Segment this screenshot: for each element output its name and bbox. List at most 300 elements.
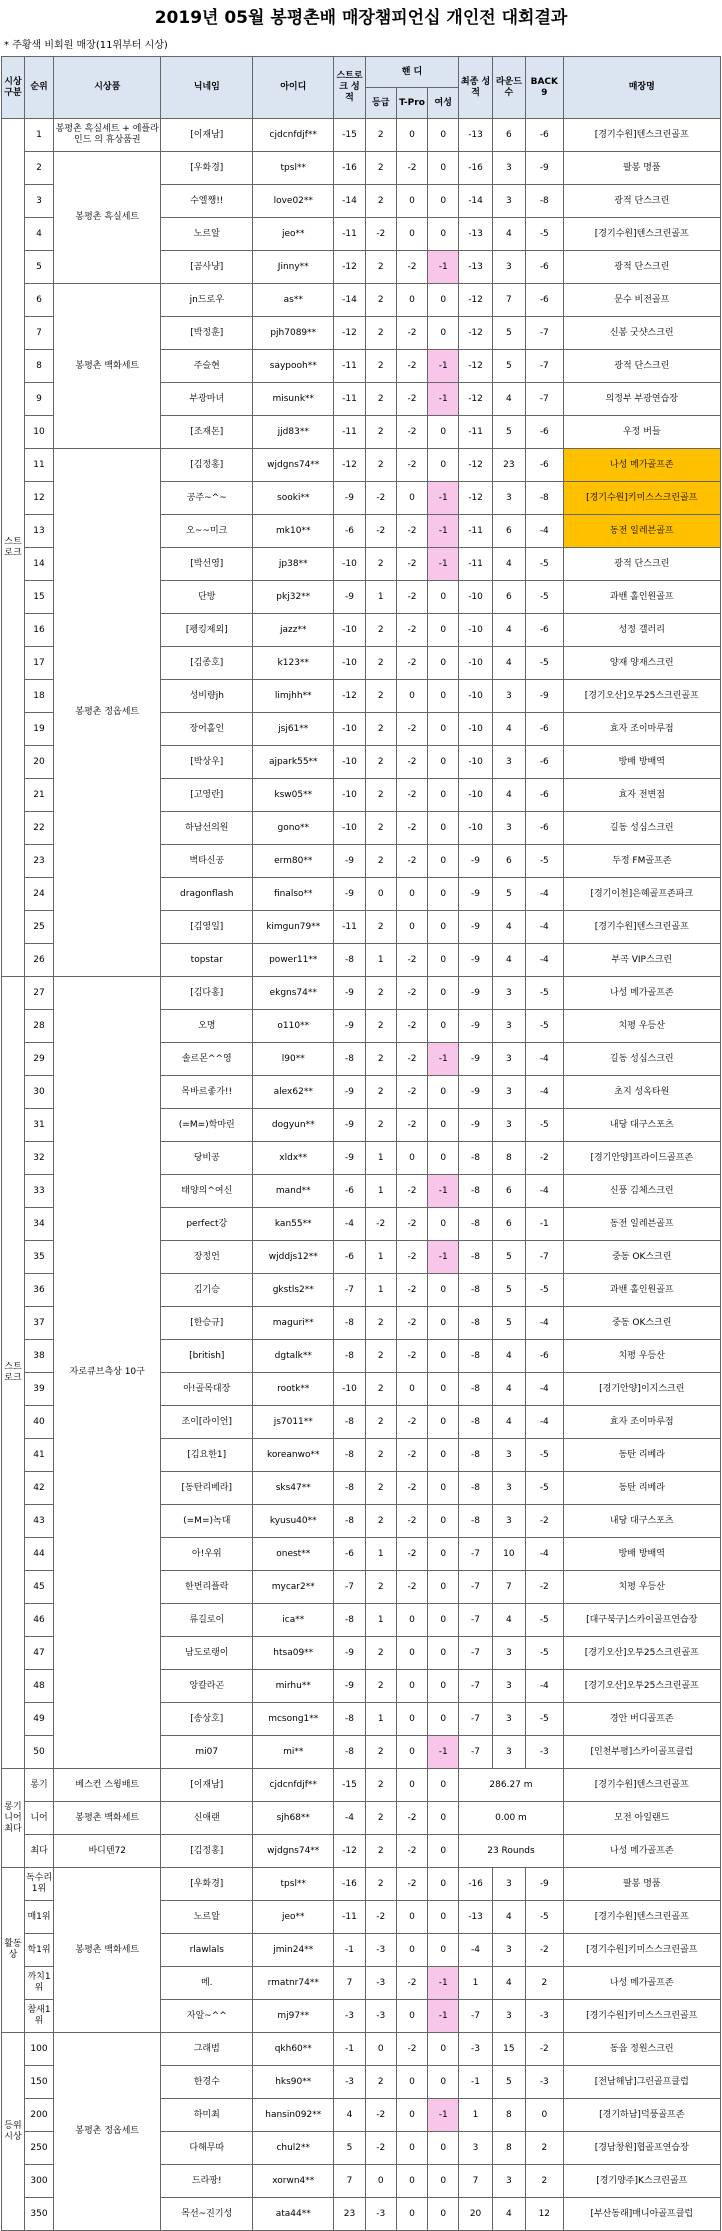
store-cell: 광적 단스크린 [563,548,720,581]
back9-cell: -6 [526,416,564,449]
stroke-cell: -9 [334,1109,365,1142]
stroke-cell: -10 [334,1373,365,1406]
grade-cell: -2 [365,515,396,548]
female-cell: 0 [428,680,459,713]
nickname-cell: [동탄리베라] [161,1472,253,1505]
store-cell: 동전 일레븐골프 [563,515,720,548]
activity-cat-cell: 참새1위 [24,2000,53,2033]
page-title: 2019년 05월 봉평촌배 매장챔피언십 개인전 대회결과 [154,8,568,28]
rank-cell: 10 [24,416,53,449]
grade-cell: -3 [365,1934,396,1967]
nickname-cell: perfect강 [161,1208,253,1241]
grade-cell: 2 [365,1043,396,1076]
final-cell: 1 [459,2099,492,2132]
nickname-cell: [김영일] [161,911,253,944]
final-cell: -11 [459,548,492,581]
grade-cell: 1 [365,944,396,977]
rank-cell: 18 [24,680,53,713]
nickname-cell: mi07 [161,1736,253,1769]
final-cell: -10 [459,779,492,812]
id-cell: saypooh** [253,350,334,383]
female-cell: -1 [428,2099,459,2132]
activity-cat-cell: 매1위 [24,1901,53,1934]
stroke-cell: -9 [334,1010,365,1043]
rounds-cell: 3 [492,812,525,845]
rank-cell: 49 [24,1703,53,1736]
tpro-cell: -2 [396,449,427,482]
id-cell: sjh68** [253,1802,334,1835]
grade-cell: 1 [365,1538,396,1571]
id-cell: ica** [253,1604,334,1637]
back9-cell: -1 [526,1208,564,1241]
prize-cell: 봉평촌 백화세트 [54,1802,161,1835]
female-cell: 0 [428,713,459,746]
id-cell: chul2** [253,2132,334,2165]
rounds-cell: 6 [492,1208,525,1241]
female-cell: 0 [428,1274,459,1307]
stroke-cell: -16 [334,1868,365,1901]
nickname-cell: dragonflash [161,878,253,911]
stroke-cell: -11 [334,911,365,944]
store-cell: 부곡 VIP스크린 [563,944,720,977]
nickname-cell: 김기승 [161,1274,253,1307]
rounds-cell: 3 [492,977,525,1010]
prize-cell: 봉평촌 백화세트 [54,1868,161,2033]
rounds-cell: 6 [492,845,525,878]
note: * 주황색 비회원 매장(11위부터 시상) [4,40,168,51]
grade-cell: 2 [365,1802,396,1835]
female-cell: 0 [428,119,459,152]
rank-cell: 36 [24,1274,53,1307]
final-cell: -8 [459,1175,492,1208]
store-cell: 동전 일레븐골프 [563,1208,720,1241]
grade-cell: 1 [365,1703,396,1736]
rank-cell: 21 [24,779,53,812]
grade-cell: 2 [365,845,396,878]
final-cell: 3 [459,2132,492,2165]
grade-cell: 2 [365,251,396,284]
special-cat-cell: 롱기 [24,1769,53,1802]
prize-cell: 봉평촌 정옵세트 [54,2033,161,2231]
rank-cell: 34 [24,1208,53,1241]
store-cell: [부산동래]매니아골프클럽 [563,2198,720,2231]
female-cell: 0 [428,812,459,845]
nickname-cell: 태양의^여신 [161,1175,253,1208]
tpro-cell: -2 [396,1175,427,1208]
tpro-cell: -2 [396,1439,427,1472]
tpro-cell: -2 [396,1076,427,1109]
back9-cell: -5 [526,1901,564,1934]
nickname-cell: 노르알 [161,1901,253,1934]
nickname-cell: [곰사냥] [161,251,253,284]
stroke-cell: -9 [334,581,365,614]
store-cell: 동탄 리베라 [563,1472,720,1505]
back9-cell: -5 [526,977,564,1010]
grade-cell: 2 [365,1769,396,1802]
stroke-cell: -6 [334,1241,365,1274]
id-cell: jp38** [253,548,334,581]
back9-cell: -4 [526,1076,564,1109]
nickname-cell: 오~~미크 [161,515,253,548]
tpro-cell: -2 [396,1967,427,2000]
store-cell: [경기수원]텐스크린골프 [563,1769,720,1802]
tpro-cell: -2 [396,2033,427,2066]
back9-cell: 2 [526,2132,564,2165]
nickname-cell: 벽타신공 [161,845,253,878]
female-cell: -1 [428,482,459,515]
stroke-cell: -10 [334,548,365,581]
tpro-cell: -2 [396,152,427,185]
tpro-cell: 0 [396,1142,427,1175]
header-grade: 등급 [365,88,396,119]
id-cell: alex62** [253,1076,334,1109]
rounds-cell: 5 [492,317,525,350]
rounds-cell: 4 [492,1604,525,1637]
rounds-cell: 3 [492,1736,525,1769]
stroke-cell: -12 [334,1835,365,1868]
id-cell: rmatnr74** [253,1967,334,2000]
rank-cell: 200 [24,2099,53,2132]
stroke-cell: -4 [334,1802,365,1835]
stroke-cell: -9 [334,878,365,911]
id-cell: tpsl** [253,152,334,185]
id-cell: qkh60** [253,2033,334,2066]
store-cell: 내당 대구스포츠 [563,1109,720,1142]
stroke-cell: -6 [334,1538,365,1571]
stroke-cell: -8 [334,1439,365,1472]
female-cell: 0 [428,1142,459,1175]
grade-cell: 2 [365,416,396,449]
final-cell: -7 [459,1538,492,1571]
stroke-cell: -8 [334,1505,365,1538]
stroke-cell: -10 [334,647,365,680]
nickname-cell: 한경수 [161,2066,253,2099]
final-cell: -7 [459,1637,492,1670]
female-cell: 0 [428,878,459,911]
rounds-cell: 4 [492,218,525,251]
tpro-cell: -2 [396,581,427,614]
rounds-cell: 3 [492,1703,525,1736]
activity-cat-cell: 까치1위 [24,1967,53,2000]
female-cell: 0 [428,779,459,812]
id-cell: wjdgns74** [253,1835,334,1868]
rank-cell: 47 [24,1637,53,1670]
nickname-cell: 하남선의원 [161,812,253,845]
nickname-cell: [이재남] [161,119,253,152]
nickname-cell: 류길로이 [161,1604,253,1637]
rank-cell: 38 [24,1340,53,1373]
rounds-cell: 3 [492,1472,525,1505]
stroke-cell: -9 [334,1142,365,1175]
store-cell: 동탄 리베라 [563,1439,720,1472]
back9-cell: -6 [526,284,564,317]
stroke-cell: -10 [334,812,365,845]
tpro-cell: 0 [396,911,427,944]
rounds-cell: 3 [492,482,525,515]
rank-cell: 41 [24,1439,53,1472]
back9-cell: -7 [526,350,564,383]
nickname-cell: [김종호] [161,647,253,680]
store-cell: 효자 조이마루점 [563,713,720,746]
id-cell: Jinny** [253,251,334,284]
female-cell: -1 [428,383,459,416]
rounds-cell: 3 [492,1109,525,1142]
final-cell: -12 [459,449,492,482]
special-row [2,1769,721,1802]
rounds-cell: 8 [492,2132,525,2165]
stroke-cell: 7 [334,1967,365,2000]
female-cell: 0 [428,1307,459,1340]
rounds-cell: 7 [492,284,525,317]
final-cell: -8 [459,1340,492,1373]
header-store: 매장명 [563,57,720,119]
rounds-cell: 4 [492,1901,525,1934]
female-cell: -1 [428,1043,459,1076]
rounds-cell: 4 [492,614,525,647]
back9-cell: -4 [526,1373,564,1406]
grade-cell: 2 [365,1637,396,1670]
final-cell: -11 [459,515,492,548]
back9-cell: -4 [526,1175,564,1208]
rounds-cell: 3 [492,1076,525,1109]
stroke-cell: 5 [334,2132,365,2165]
stroke-cell: 7 [334,2165,365,2198]
tpro-cell: 0 [396,284,427,317]
stroke-cell: -9 [334,845,365,878]
nickname-cell: 주슬현 [161,350,253,383]
final-cell: -7 [459,1571,492,1604]
back9-cell: -4 [526,1670,564,1703]
store-cell: 치평 우등산 [563,1010,720,1043]
store-cell: 광적 단스크린 [563,185,720,218]
nickname-cell: 오명 [161,1010,253,1043]
category-stroke: 스트로크 [2,119,25,977]
id-cell: mand** [253,1175,334,1208]
rank-cell: 22 [24,812,53,845]
id-cell: pjh7089** [253,317,334,350]
stroke-cell: -9 [334,1670,365,1703]
grade-cell: 2 [365,713,396,746]
final-cell: -13 [459,1901,492,1934]
rank-cell: 29 [24,1043,53,1076]
rank-cell: 7 [24,317,53,350]
grade-cell: 2 [365,779,396,812]
female-cell: -1 [428,548,459,581]
nickname-cell: [김요한1] [161,1439,253,1472]
female-cell: 0 [428,1472,459,1505]
id-cell: js7011** [253,1406,334,1439]
id-cell: onest** [253,1538,334,1571]
id-cell: power11** [253,944,334,977]
id-cell: xldx** [253,1142,334,1175]
final-cell: -10 [459,746,492,779]
nickname-cell: 자알~^^ [161,2000,253,2033]
back9-cell: -9 [526,1868,564,1901]
store-cell: 성정 갤러리 [563,614,720,647]
header-category: 시상구분 [2,57,25,119]
stroke-cell: 4 [334,2099,365,2132]
rounds-cell: 3 [492,2165,525,2198]
store-cell: [경기수원]키미스스크린골프 [563,482,720,515]
female-cell: 0 [428,218,459,251]
rounds-cell: 3 [492,1439,525,1472]
female-cell: 0 [428,1109,459,1142]
store-cell: [경기하남]덕풍골프존 [563,2099,720,2132]
store-cell: [경기수원]텐스크린골프 [563,1901,720,1934]
stroke-cell: -3 [334,2000,365,2033]
stroke-cell: -8 [334,1043,365,1076]
final-cell: -3 [459,2033,492,2066]
tpro-cell: 0 [396,1901,427,1934]
final-cell: -12 [459,350,492,383]
table-row [2,977,721,1010]
rank-cell: 12 [24,482,53,515]
final-cell: -9 [459,1010,492,1043]
rank-cell: 2 [24,152,53,185]
rank-cell: 23 [24,845,53,878]
final-cell: -10 [459,812,492,845]
stroke-cell: -3 [334,2066,365,2099]
back9-cell: -4 [526,1406,564,1439]
female-cell: 0 [428,1670,459,1703]
back9-cell: -8 [526,185,564,218]
tpro-cell: -2 [396,713,427,746]
special-row [2,1835,721,1868]
nickname-cell: 그래범 [161,2033,253,2066]
header-handi: 핸 디 [365,57,459,88]
tpro-cell: 0 [396,680,427,713]
stroke-cell: -11 [334,218,365,251]
tpro-cell: -2 [396,350,427,383]
rounds-cell: 5 [492,1307,525,1340]
rank-cell: 28 [24,1010,53,1043]
rounds-cell: 4 [492,1340,525,1373]
back9-cell: -5 [526,1604,564,1637]
id-cell: hks90** [253,2066,334,2099]
rank-cell: 9 [24,383,53,416]
prize-cell: 베스컨 스윙배트 [54,1769,161,1802]
rank-cell: 37 [24,1307,53,1340]
back9-cell: -4 [526,1043,564,1076]
final-cell: -7 [459,2000,492,2033]
rounds-cell: 15 [492,2033,525,2066]
final-cell: -7 [459,1670,492,1703]
rank-cell: 30 [24,1076,53,1109]
stroke-cell: -11 [334,350,365,383]
nickname-cell: 장어홀인 [161,713,253,746]
back9-cell: -9 [526,152,564,185]
nickname-cell: 공주~^~ [161,482,253,515]
prize-cell: 봉평촌 흑실세트 [54,152,161,284]
nickname-cell: [김정홍] [161,449,253,482]
grade-cell: 1 [365,581,396,614]
grade-cell: 1 [365,1274,396,1307]
activity-cat-cell: 독수리1위 [24,1868,53,1901]
tpro-cell: -2 [396,1472,427,1505]
rounds-cell: 4 [492,1406,525,1439]
grade-cell: 2 [365,2066,396,2099]
id-cell: tpsl** [253,1868,334,1901]
grade-cell: 2 [365,1571,396,1604]
back9-cell: -5 [526,1274,564,1307]
tpro-cell: -2 [396,1406,427,1439]
tpro-cell: -2 [396,1307,427,1340]
female-cell: 0 [428,1835,459,1868]
female-cell: -1 [428,251,459,284]
back9-cell: -6 [526,746,564,779]
female-cell: 0 [428,1901,459,1934]
id-cell: dgtalk** [253,1340,334,1373]
female-cell: 0 [428,1439,459,1472]
grade-cell: 2 [365,1406,396,1439]
tpro-cell: -2 [396,251,427,284]
final-cell: -8 [459,1406,492,1439]
nickname-cell: 하미최 [161,2099,253,2132]
prize-cell: 봉평촌 흑실세트 + 에플라인드 의 휴상품권 [54,119,161,152]
final-cell: -9 [459,1043,492,1076]
store-cell: [경기안양]프라이드골프존 [563,1142,720,1175]
grade-cell: 2 [365,1505,396,1538]
id-cell: htsa09** [253,1637,334,1670]
grade-cell: 1 [365,1604,396,1637]
grade-cell: 2 [365,1868,396,1901]
back9-cell: -5 [526,1472,564,1505]
rank-cell: 15 [24,581,53,614]
final-cell: -9 [459,878,492,911]
grade-cell: 2 [365,383,396,416]
id-cell: mi** [253,1736,334,1769]
tpro-cell: -2 [396,548,427,581]
back9-cell: -6 [526,779,564,812]
tpro-cell: 0 [396,1934,427,1967]
rounds-cell: 5 [492,350,525,383]
stroke-cell: -1 [334,1934,365,1967]
back9-cell: -4 [526,1307,564,1340]
nickname-cell: 부광마녀 [161,383,253,416]
store-cell: 두정 FM골프존 [563,845,720,878]
tpro-cell: 0 [396,218,427,251]
stroke-cell: -11 [334,1901,365,1934]
store-cell: [인천부평]스카이골프클럽 [563,1736,720,1769]
store-cell: 팔봉 명품 [563,1868,720,1901]
final-cell: -8 [459,1472,492,1505]
final-cell: -10 [459,713,492,746]
id-cell: mj97** [253,2000,334,2033]
id-cell: mirhu** [253,1670,334,1703]
back9-cell: -5 [526,1010,564,1043]
grade-cell: 2 [365,977,396,1010]
tpro-cell: -2 [396,1868,427,1901]
id-cell: gono** [253,812,334,845]
female-cell: -1 [428,1736,459,1769]
nickname-cell: topstar [161,944,253,977]
rounds-cell: 3 [492,251,525,284]
back9-cell: -6 [526,812,564,845]
grade-cell: -3 [365,1967,396,2000]
back9-cell: -5 [526,1703,564,1736]
rank-cell: 350 [24,2198,53,2231]
female-cell: 0 [428,2066,459,2099]
rank-cell: 24 [24,878,53,911]
id-cell: o110** [253,1010,334,1043]
rounds-cell: 5 [492,2066,525,2099]
female-cell: 0 [428,2165,459,2198]
tpro-cell: -2 [396,1010,427,1043]
id-cell: kyusu40** [253,1505,334,1538]
store-cell: 의정부 부광연습장 [563,383,720,416]
tpro-cell: -2 [396,1208,427,1241]
rank-cell: 43 [24,1505,53,1538]
